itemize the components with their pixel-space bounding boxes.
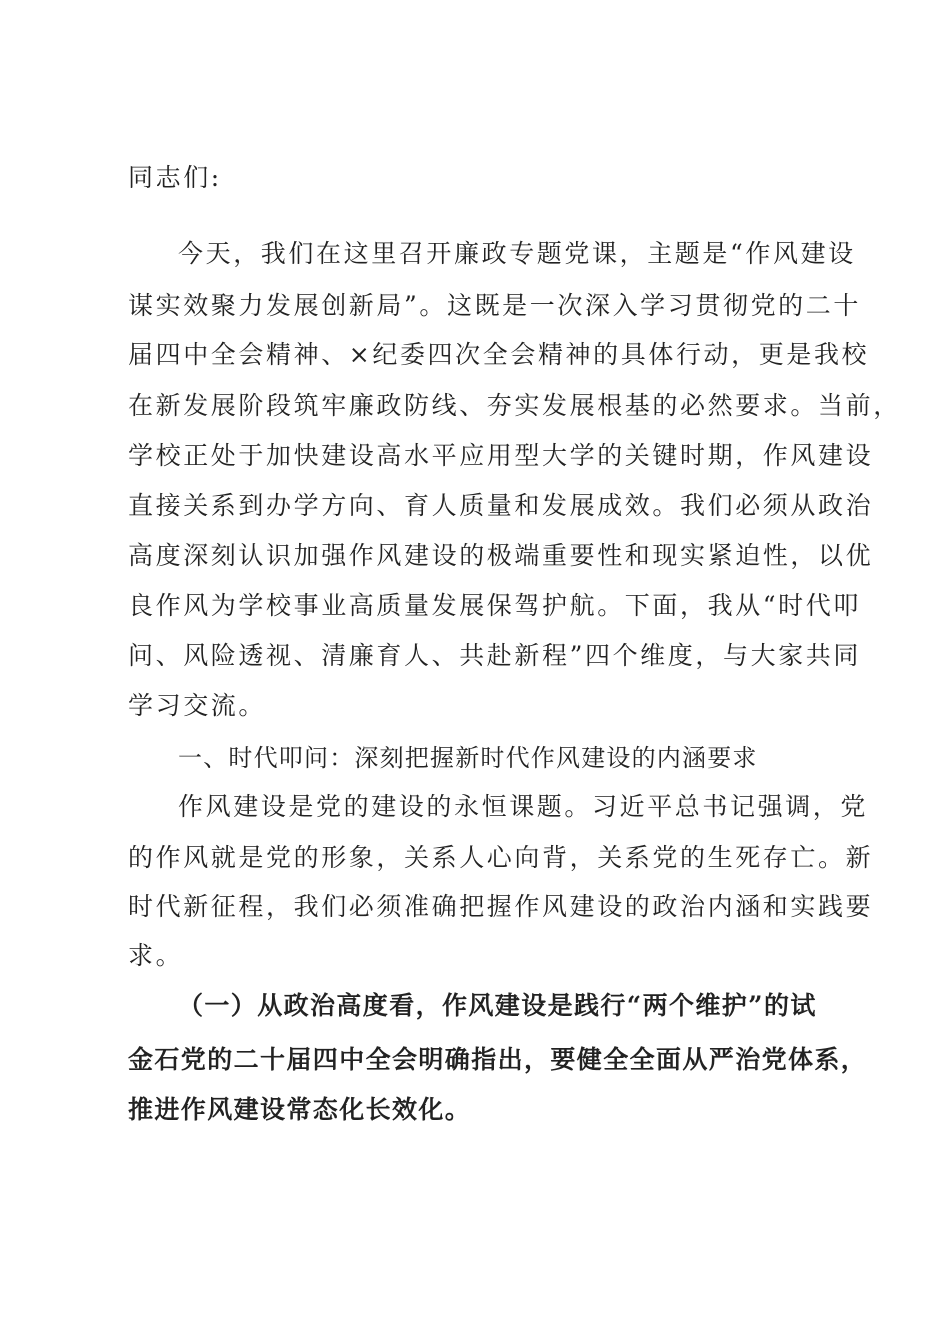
intro-line-2: 谋实效聚力发展创新局”。这既是一次深入学习贯彻党的二十 bbox=[128, 291, 861, 320]
section1-line-1: 作风建设是党的建设的永恒课题。习近平总书记强调，党 bbox=[178, 792, 869, 821]
intro-line-6: 直接关系到办学方向、育人质量和发展成效。我们必须从政治 bbox=[128, 491, 874, 520]
intro-line-9: 问、风险透视、清廉育人、共赴新程”四个维度，与大家共同 bbox=[128, 641, 861, 670]
subsection1-line-3: 推进作风建设常态化长效化。 bbox=[128, 1095, 472, 1124]
subsection1-line-2: 金石党的二十届四中全会明确指出，要健全全面从严治党体系， bbox=[128, 1045, 868, 1074]
section1-line-2: 的作风就是党的形象，关系人心向背，关系党的生死存亡。新 bbox=[128, 843, 874, 872]
section1-line-3: 时代新征程，我们必须准确把握作风建设的政治内涵和实践要 bbox=[128, 892, 874, 921]
salutation: 同志们: bbox=[128, 163, 222, 192]
subsection1-line-1: （一）从政治高度看，作风建设是践行“两个维护”的试 bbox=[178, 991, 817, 1020]
section1-line-4: 求。 bbox=[128, 941, 184, 970]
section-heading-1: 一、时代叩问：深刻把握新时代作风建设的内涵要求 bbox=[178, 744, 758, 772]
intro-line-4: 在新发展阶段筑牢廉政防线、夯实发展根基的必然要求。当前， bbox=[128, 391, 901, 420]
intro-line-10: 学习交流。 bbox=[128, 691, 267, 720]
intro-line-7: 高度深刻认识加强作风建设的极端重要性和现实紧迫性，以优 bbox=[128, 541, 874, 570]
intro-line-5: 学校正处于加快建设高水平应用型大学的关键时期，作风建设 bbox=[128, 441, 874, 470]
intro-line-8: 良作风为学校事业高质量发展保驾护航。下面，我从“时代叩 bbox=[128, 591, 861, 620]
intro-line-3: 届四中全会精神、×纪委四次全会精神的具体行动，更是我校 bbox=[128, 340, 870, 369]
intro-line-1: 今天，我们在这里召开廉政专题党课，主题是“作风建设 bbox=[178, 239, 856, 268]
